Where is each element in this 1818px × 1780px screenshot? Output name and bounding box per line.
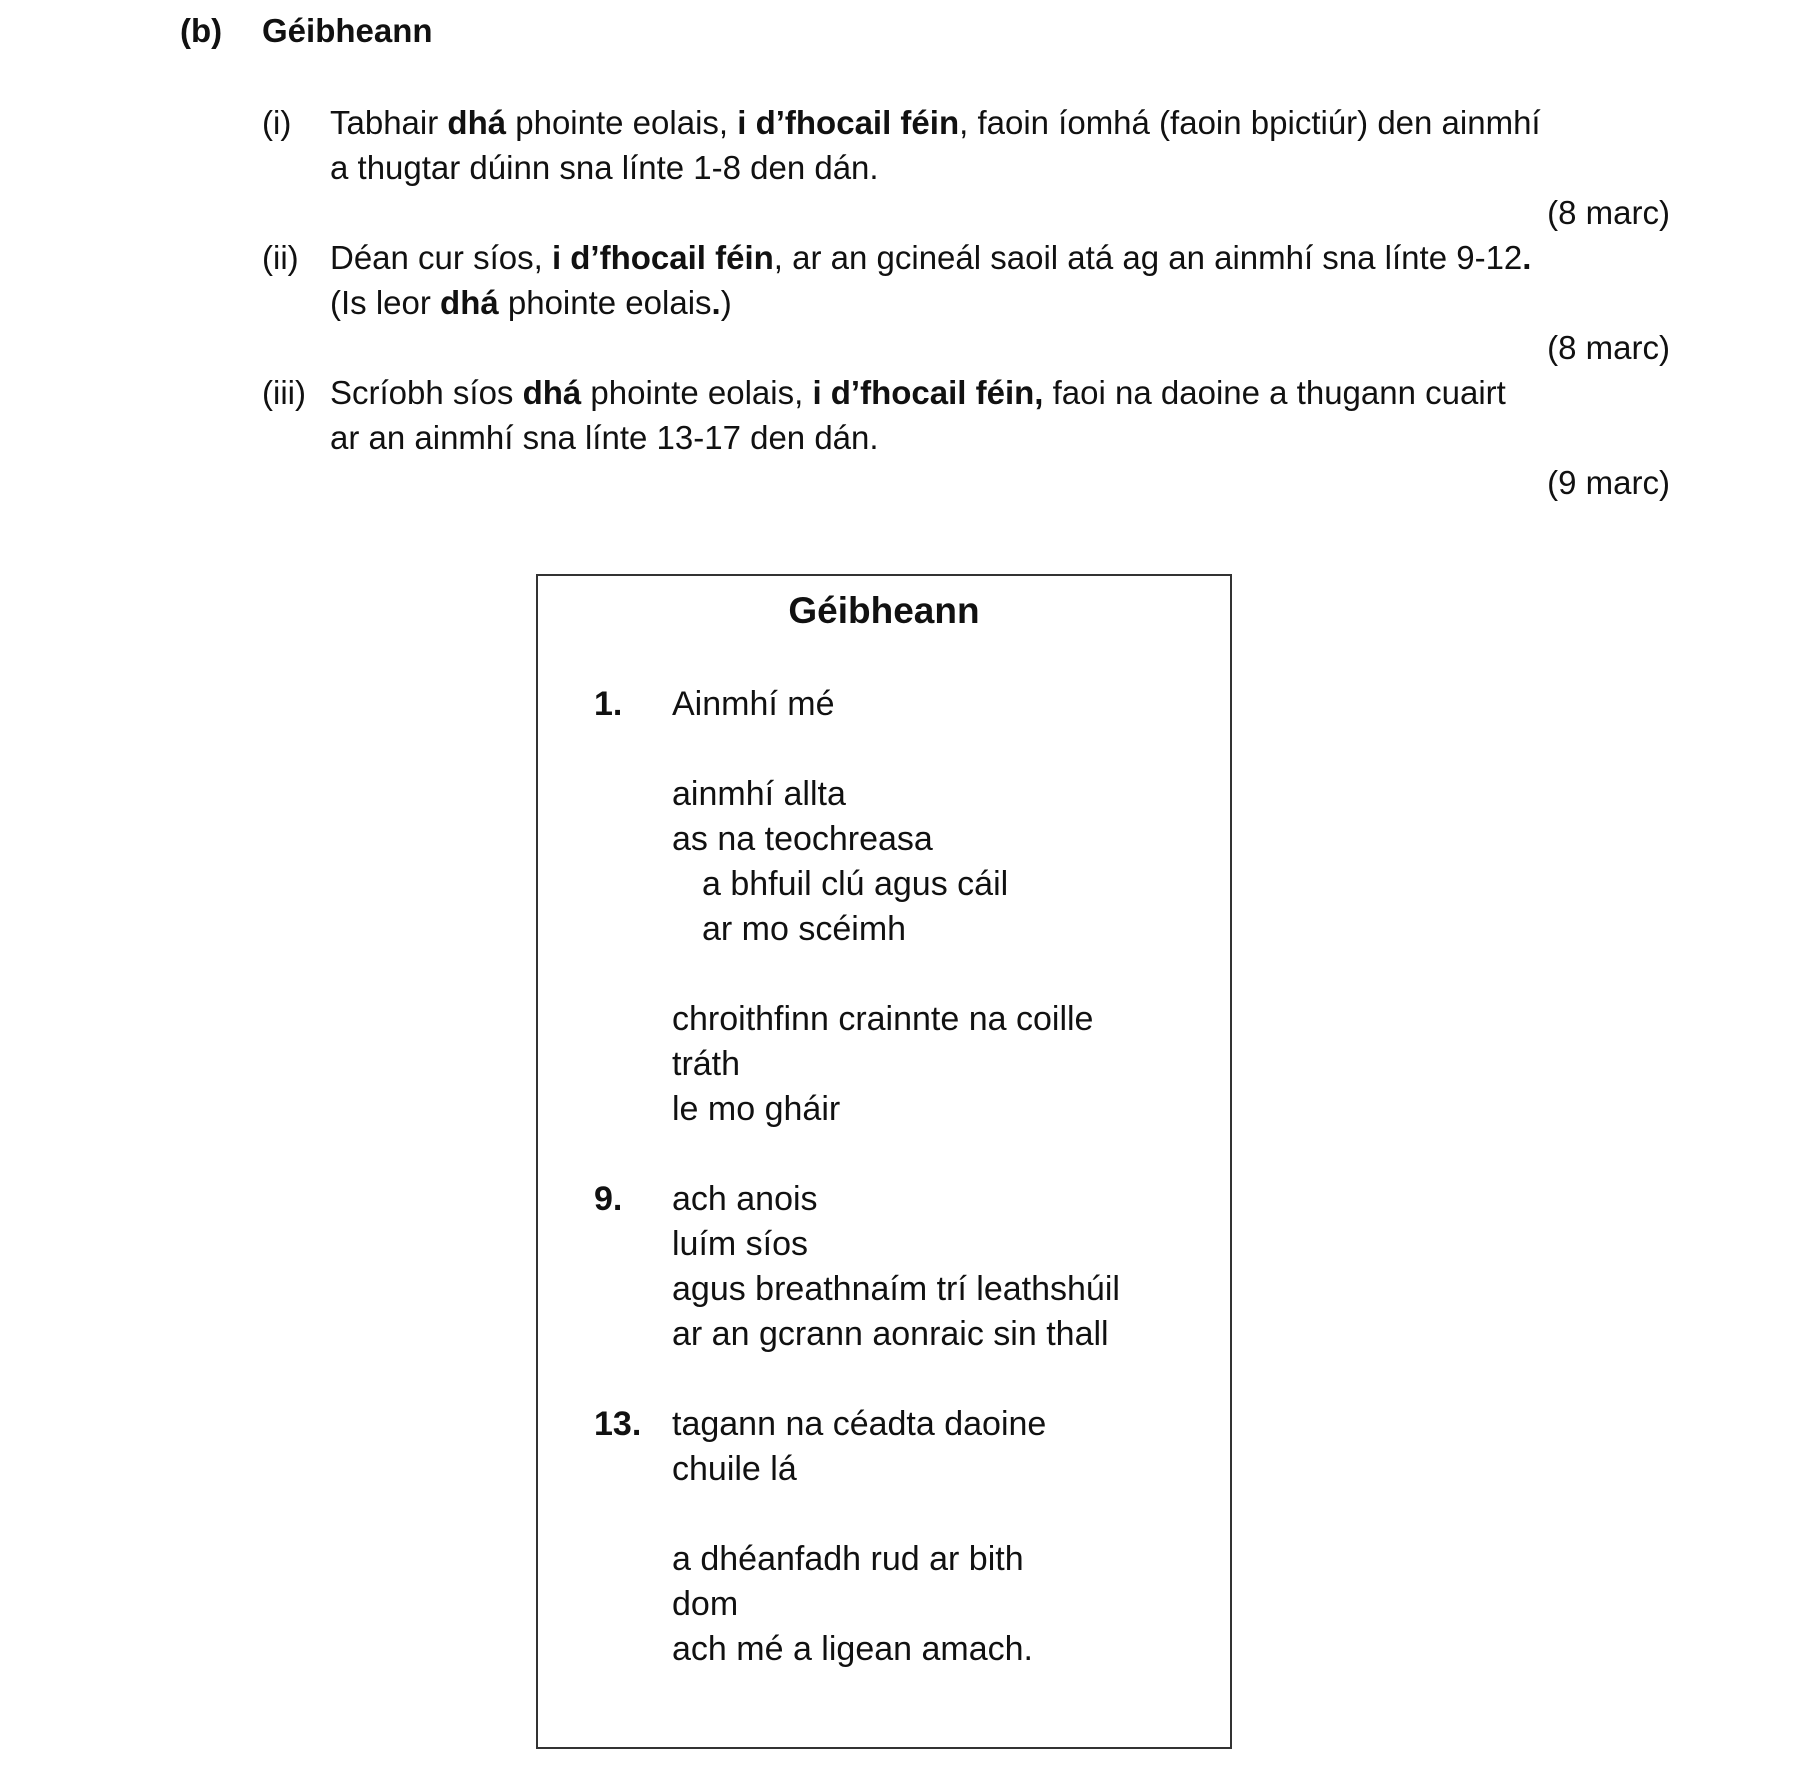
text-segment-bold: i d’fhocail féin [551,239,774,276]
text-segment: a thugtar dúinn sna línte 1-8 den dán. [330,149,879,186]
text-segment-bold: i d’fhocail féin, [812,374,1044,411]
question-line [330,100,1670,145]
stanza-2 [594,772,1230,952]
text-segment: Tabhair [330,104,448,141]
text-segment: ar an ainmhí sna línte 13-17 den dán. [330,419,879,456]
stanza-lines [672,997,1230,1132]
text-segment-bold: dhá [440,284,499,321]
poem-line: luím síos [672,1225,809,1263]
question-item-ii [262,235,1670,325]
question-line [330,145,1670,190]
stanza-number: 13. [594,1405,642,1443]
text-segment: faoi na daoine a thugann cuairt [1043,374,1506,411]
poem-line: ar mo scéimh [702,910,907,948]
stanza-number [594,1537,672,1672]
text-segment: (Is leor [330,284,441,321]
poem-line: ar an gcrann aonraic sin thall [672,1315,1109,1353]
text-segment-bold: . [711,284,721,321]
stanza-lines [672,1177,1230,1357]
poem-line: ach mé a ligean amach. [672,1630,1033,1668]
poem-line: as na teochreasa [672,820,933,858]
text-segment-bold: i d’fhocail féin [737,104,960,141]
marks-label-ii: (8 marc) [1547,329,1670,366]
question-text-i [330,100,1670,190]
stanza-number [594,772,672,952]
question-marker-ii: (ii) [262,239,299,276]
question-line [330,370,1670,415]
question-marker-iii: (iii) [262,374,306,411]
text-segment: , ar an gcineál saoil atá ag an ainmhí sna línte 9-12 [773,239,1523,276]
poem-line: dom [672,1585,739,1623]
section-label: (b) [180,12,223,49]
text-segment-bold: dhá [447,104,507,141]
question-text-iii [330,370,1670,460]
poem-stanzas [594,682,1230,1672]
stanza-lines [672,1402,1230,1492]
stanza-number [594,997,672,1132]
section-title: Géibheann [262,12,433,49]
poem-line: ainmhí allta [672,775,846,813]
text-segment-bold: . [1522,239,1532,276]
poem-box [536,574,1232,1749]
stanza-lines [672,682,1230,727]
poem-line: chuile lá [672,1450,797,1488]
text-segment-bold: dhá [522,374,582,411]
stanza-1 [594,682,1230,727]
question-line [330,235,1670,280]
text-segment: ) [720,284,732,321]
question-item-i [262,100,1670,190]
question-line [330,280,1670,325]
text-segment: , faoin íomhá (faoin bpictiúr) den ainmhí [959,104,1541,141]
stanza-number: 9. [594,1180,623,1218]
text-segment: Déan cur síos, [330,239,552,276]
stanza-number: 1. [594,685,623,723]
poem-line: le mo gháir [672,1090,841,1128]
stanza-3 [594,997,1230,1132]
poem-line: tráth [672,1045,741,1083]
poem-line: Ainmhí mé [672,685,835,723]
poem-line: chroithfinn crainnte na coille [672,1000,1094,1038]
question-marker-i: (i) [262,104,292,141]
poem-line: agus breathnaím trí leathshúil [672,1270,1120,1308]
text-segment: Scríobh síos [330,374,523,411]
marks-label-i: (8 marc) [1547,194,1670,231]
section-heading [180,0,1818,53]
text-segment: phointe eolais, [506,104,738,141]
question-line [330,415,1670,460]
stanza-lines [672,772,1230,952]
poem-title: Géibheann [788,590,980,631]
question-text-ii [330,235,1670,325]
stanza-6 [594,1537,1230,1672]
marks-label-iii: (9 marc) [1547,464,1670,501]
poem-line: a dhéanfadh rud ar bith [672,1540,1024,1578]
question-item-iii [262,370,1670,460]
poem-line: a bhfuil clú agus cáil [702,865,1009,903]
poem-line: tagann na céadta daoine [672,1405,1047,1443]
question-list [0,100,1818,505]
text-segment: phointe eolais [498,284,712,321]
stanza-lines [672,1537,1230,1672]
stanza-4 [594,1177,1230,1357]
stanza-5 [594,1402,1230,1492]
text-segment: phointe eolais, [581,374,813,411]
poem-line: ach anois [672,1180,818,1218]
